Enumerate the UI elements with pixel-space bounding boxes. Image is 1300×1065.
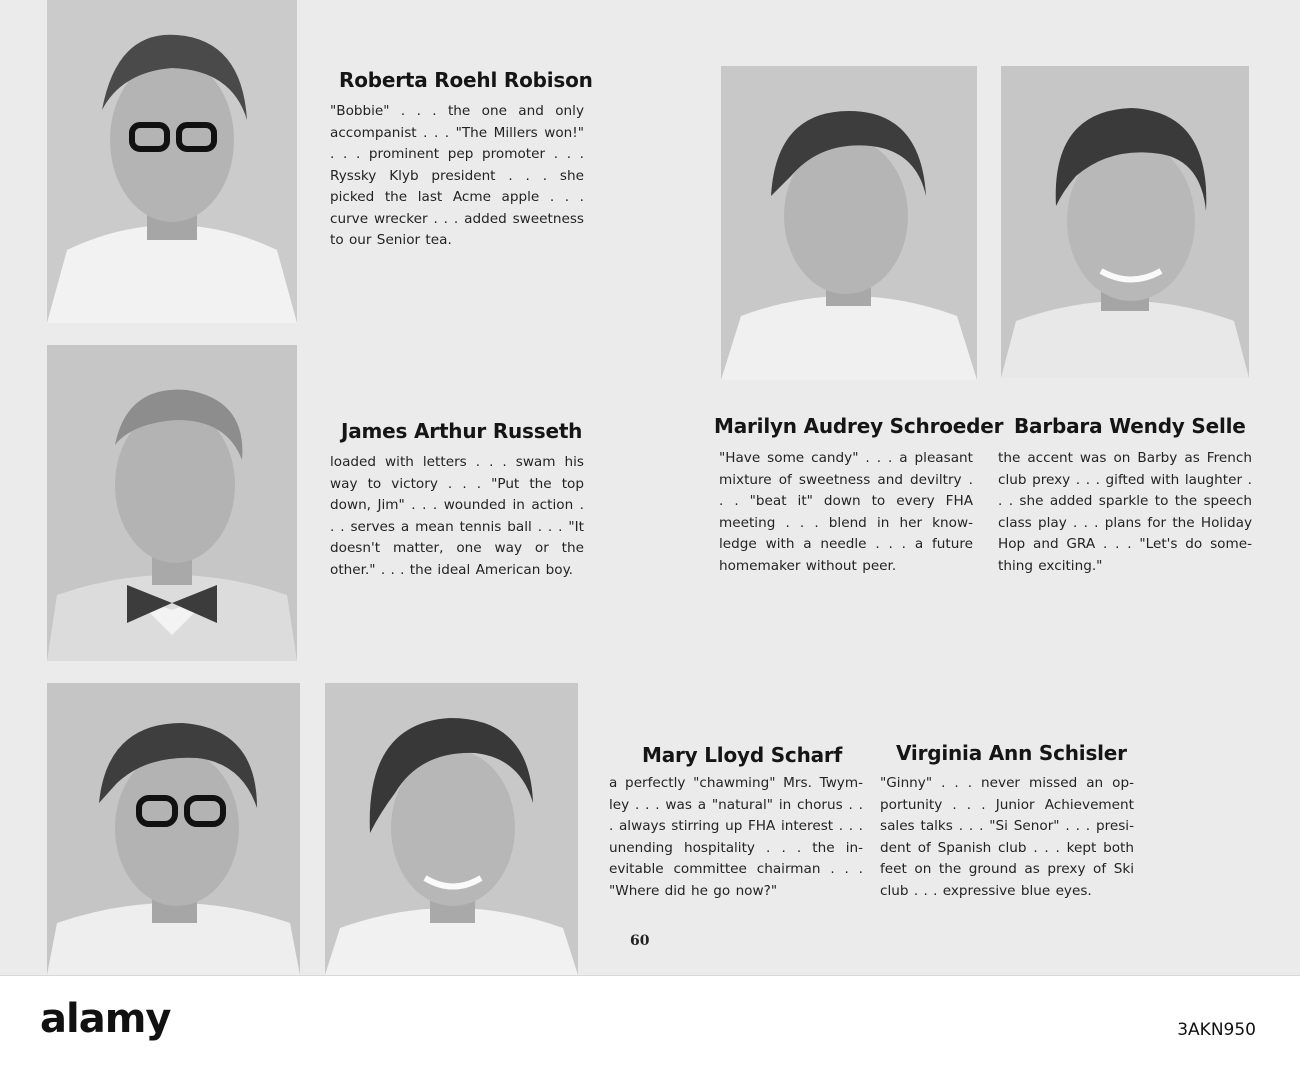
student-name: Roberta Roehl Robison — [339, 68, 593, 92]
student-bio: loaded with letters . . . swam his way to victory . . . "Put the top down, Jim" . . . wounded in action . . . serves a mean tennis ball . . . "It doesn't matter, one way or the other." . . . the ideal American boy. — [330, 454, 584, 578]
image-id: 3AKN950 — [1177, 1020, 1256, 1040]
student-bio: "Have some candy" . . . a pleasant mixture of sweetness and deviltry . . . "beat it" down to every FHA meeting . . . blend in her know-ledge with a needle . . . a future homemaker without peer. — [719, 450, 973, 574]
student-name: Barbara Wendy Selle — [1014, 414, 1246, 438]
student-bio: "Ginny" . . . never missed an op-portunity . . . Junior Achievement sales talks . . . "Si Senor" . . . presi-dent of Spanish club . . . kept both feet on the ground as prexy of Ski club . . . expressive blue eyes. — [880, 775, 1134, 899]
student-bio: "Bobbie" . . . the one and only accompanist . . . "The Millers won!" . . . prominent pep promoter . . . Ryssky Klyb president . . . she picked the last Acme apple . . . curve wrecker . . . added sweetness to our Senior tea. — [330, 103, 584, 248]
portrait-barbara-selle — [1001, 66, 1249, 378]
student-name: Virginia Ann Schisler — [896, 741, 1127, 765]
portrait-marilyn-schroeder — [721, 66, 977, 380]
student-bio: a perfectly "chawming" Mrs. Twym-ley . . . was a "natural" in chorus . . . always stirring up FHA interest . . . unending hospitality . . . the in-evitable committee chairman . . . "Where did he go now?" — [609, 775, 863, 899]
student-name: Marilyn Audrey Schroeder — [714, 414, 1004, 438]
page-number: 60 — [630, 933, 650, 949]
watermark-footer — [0, 975, 1300, 1065]
student-bio: the accent was on Barby as French club prexy . . . gifted with laughter . . . she added sparkle to the speech class play . . . plans for the Holiday Hop and GRA . . . "Let's do some-thing exciting." — [998, 450, 1252, 574]
portrait-roberta-robison — [47, 0, 297, 323]
portrait-james-russeth — [47, 345, 297, 661]
portrait-mary-scharf — [47, 683, 300, 975]
brand-logo: alamy — [40, 996, 171, 1042]
portrait-virginia-schisler — [325, 683, 578, 975]
student-name: Mary Lloyd Scharf — [642, 743, 843, 767]
student-name: James Arthur Russeth — [341, 419, 583, 443]
